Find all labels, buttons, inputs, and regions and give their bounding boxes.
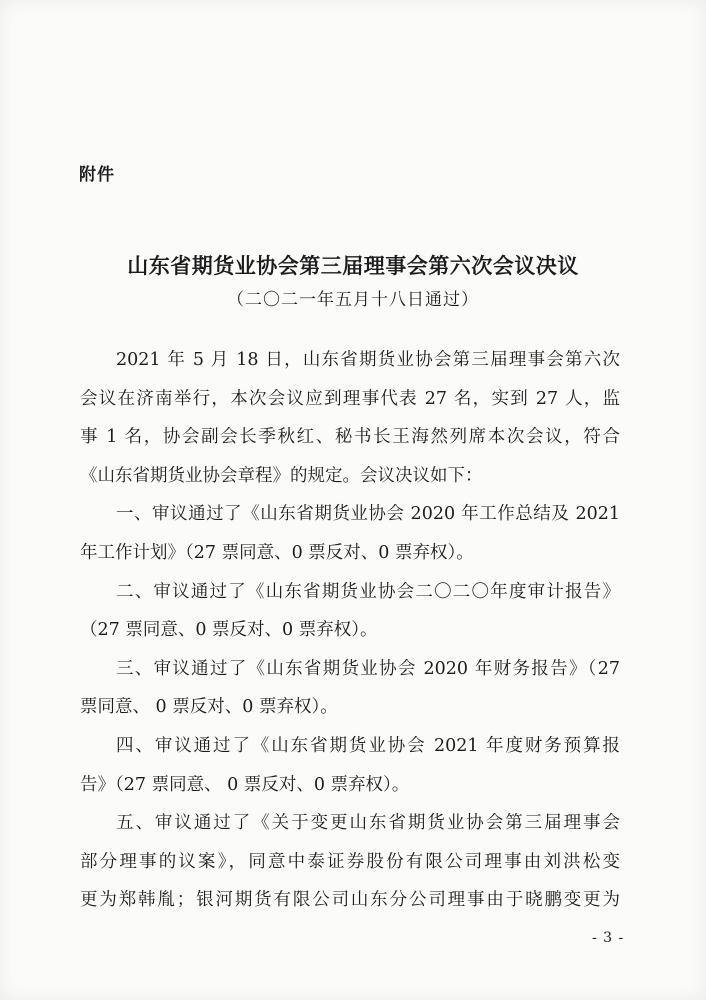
body-line: 票同意、 0 票反对、0 票弃权）。 (80, 697, 338, 718)
body-line: 四、审议通过了《山东省期货业协会 2021 年度财务预算报 (116, 735, 620, 756)
body-line: 更为郑韩胤；银河期货有限公司山东分公司理事由于晓鹏变更为 (80, 890, 620, 911)
body-line: 年工作计划》（27 票同意、0 票反对、0 票弃权）。 (80, 542, 474, 563)
document-title: 山东省期货业协会第三届理事会第六次会议决议 (127, 254, 579, 278)
body-line: 一、审议通过了《山东省期货业协会 2020 年工作总结及 2021 (116, 504, 620, 525)
body-line: 事 1 名，协会副会长季秋红、秘书长王海然列席本次会议，符合 (80, 427, 620, 448)
attachment-label: 附件 (79, 165, 115, 185)
body-line: 三、审议通过了《山东省期货业协会 2020 年财务报告》（27 (116, 658, 620, 679)
body-line: 告》（27 票同意、 0 票反对、0 票弃权）。 (80, 774, 410, 795)
body-line: 《山东省期货业协会章程》的规定。会议决议如下： (80, 465, 483, 486)
body-line: 部分理事的议案》，同意中泰证券股份有限公司理事由刘洪松变 (80, 851, 620, 872)
resolution-body (80, 345, 620, 924)
body-line: 2021 年 5 月 18 日，山东省期货业协会第三届理事会第六次 (116, 350, 620, 370)
body-line: （27 票同意、0 票反对、0 票弃权）。 (80, 620, 378, 641)
page-number: - 3 - (592, 930, 625, 946)
body-line: 会议在济南举行，本次会议应到理事代表 27 名，实到 27 人，监 (80, 388, 620, 409)
body-line: 二、审议通过了《山东省期货业协会二〇二〇年度审计报告》 (116, 581, 620, 602)
body-line: 五、审议通过了《关于变更山东省期货业协会第三届理事会 (116, 813, 620, 834)
adoption-date: （二〇二一年五月十八日通过） (227, 290, 479, 310)
